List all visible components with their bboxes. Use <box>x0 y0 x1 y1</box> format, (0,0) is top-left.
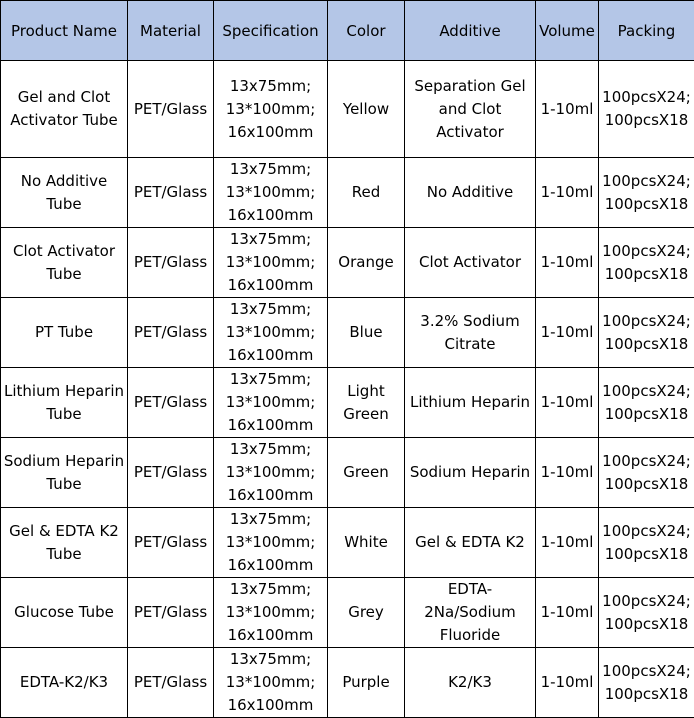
cell-color-text: Yellow <box>328 98 404 121</box>
cell-color <box>328 648 405 718</box>
cell-material <box>128 228 214 298</box>
cell-packing <box>599 298 694 368</box>
cell-product-name <box>1 228 128 298</box>
cell-additive-text: Clot Activator <box>405 251 535 274</box>
cell-color <box>328 298 405 368</box>
cell-specification <box>214 298 328 368</box>
cell-product-name-text: No Additive Tube <box>1 170 127 216</box>
cell-packing-text: 100pcsX24; 100pcsX18 <box>599 240 694 286</box>
table-row <box>1 438 694 508</box>
cell-material-text: PET/Glass <box>128 461 213 484</box>
cell-color <box>328 61 405 158</box>
cell-volume <box>536 508 599 578</box>
cell-product-name <box>1 298 128 368</box>
cell-product-name <box>1 368 128 438</box>
header-product-name: Product Name <box>1 1 128 61</box>
header-specification: Specification <box>214 1 328 61</box>
table-row <box>1 228 694 298</box>
cell-product-name <box>1 508 128 578</box>
table-row <box>1 578 694 648</box>
cell-product-name-text: Gel and Clot Activator Tube <box>1 86 127 132</box>
cell-volume <box>536 438 599 508</box>
cell-material <box>128 508 214 578</box>
cell-material-text: PET/Glass <box>128 671 213 694</box>
cell-specification-text: 13x75mm; 13*100mm; 16x100mm <box>214 578 327 647</box>
cell-packing <box>599 368 694 438</box>
cell-material-text: PET/Glass <box>128 98 213 121</box>
cell-additive-text: Gel & EDTA K2 <box>405 531 535 554</box>
cell-material-text: PET/Glass <box>128 251 213 274</box>
cell-volume-text: 1-10ml <box>536 251 598 274</box>
cell-additive-text: 3.2% Sodium Citrate <box>405 310 535 356</box>
cell-color-text: Orange <box>328 251 404 274</box>
cell-additive-text: Sodium Heparin <box>405 461 535 484</box>
cell-packing-text: 100pcsX24; 100pcsX18 <box>599 86 694 132</box>
cell-volume-text: 1-10ml <box>536 671 598 694</box>
cell-volume-text: 1-10ml <box>536 461 598 484</box>
cell-color <box>328 578 405 648</box>
cell-additive <box>405 508 536 578</box>
cell-specification-text: 13x75mm; 13*100mm; 16x100mm <box>214 368 327 437</box>
cell-packing <box>599 61 694 158</box>
cell-specification <box>214 158 328 228</box>
cell-packing <box>599 438 694 508</box>
cell-specification-text: 13x75mm; 13*100mm; 16x100mm <box>214 438 327 507</box>
header-additive: Additive <box>405 1 536 61</box>
cell-color <box>328 368 405 438</box>
cell-product-name <box>1 61 128 158</box>
cell-product-name-text: EDTA-K2/K3 <box>1 671 127 694</box>
cell-additive <box>405 228 536 298</box>
table-row <box>1 61 694 158</box>
cell-packing-text: 100pcsX24; 100pcsX18 <box>599 660 694 706</box>
cell-color-text: Purple <box>328 671 404 694</box>
cell-product-name-text: Clot Activator Tube <box>1 240 127 286</box>
cell-color-text: Light Green <box>328 380 404 426</box>
cell-material <box>128 61 214 158</box>
cell-material <box>128 438 214 508</box>
cell-material-text: PET/Glass <box>128 181 213 204</box>
cell-volume-text: 1-10ml <box>536 601 598 624</box>
table-row <box>1 508 694 578</box>
table-row <box>1 368 694 438</box>
cell-product-name-text: Glucose Tube <box>1 601 127 624</box>
cell-product-name-text: Gel & EDTA K2 Tube <box>1 520 127 566</box>
header-packing: Packing <box>599 1 694 61</box>
cell-material <box>128 158 214 228</box>
cell-volume-text: 1-10ml <box>536 391 598 414</box>
cell-packing-text: 100pcsX24; 100pcsX18 <box>599 380 694 426</box>
cell-material <box>128 368 214 438</box>
cell-material <box>128 648 214 718</box>
cell-product-name <box>1 158 128 228</box>
cell-packing-text: 100pcsX24; 100pcsX18 <box>599 590 694 636</box>
cell-material-text: PET/Glass <box>128 321 213 344</box>
cell-specification-text: 13x75mm; 13*100mm; 16x100mm <box>214 298 327 367</box>
cell-volume-text: 1-10ml <box>536 181 598 204</box>
table-row <box>1 298 694 368</box>
cell-packing <box>599 158 694 228</box>
cell-volume <box>536 61 599 158</box>
cell-product-name <box>1 578 128 648</box>
cell-specification <box>214 228 328 298</box>
cell-color-text: Grey <box>328 601 404 624</box>
cell-color-text: White <box>328 531 404 554</box>
cell-additive <box>405 438 536 508</box>
cell-volume <box>536 158 599 228</box>
cell-specification <box>214 61 328 158</box>
table-row <box>1 648 694 718</box>
cell-specification-text: 13x75mm; 13*100mm; 16x100mm <box>214 158 327 227</box>
header-material: Material <box>128 1 214 61</box>
cell-packing <box>599 508 694 578</box>
cell-additive <box>405 578 536 648</box>
header-color: Color <box>328 1 405 61</box>
cell-volume <box>536 578 599 648</box>
cell-volume <box>536 298 599 368</box>
cell-volume-text: 1-10ml <box>536 531 598 554</box>
cell-specification <box>214 648 328 718</box>
cell-packing <box>599 228 694 298</box>
cell-packing <box>599 578 694 648</box>
cell-material-text: PET/Glass <box>128 531 213 554</box>
cell-volume <box>536 648 599 718</box>
cell-product-name <box>1 438 128 508</box>
cell-specification-text: 13x75mm; 13*100mm; 16x100mm <box>214 228 327 297</box>
cell-packing <box>599 648 694 718</box>
cell-color-text: Blue <box>328 321 404 344</box>
cell-product-name-text: Sodium Heparin Tube <box>1 450 127 496</box>
cell-material-text: PET/Glass <box>128 391 213 414</box>
cell-additive-text: Lithium Heparin <box>405 391 535 414</box>
cell-volume-text: 1-10ml <box>536 98 598 121</box>
cell-additive <box>405 648 536 718</box>
cell-packing-text: 100pcsX24; 100pcsX18 <box>599 450 694 496</box>
cell-packing-text: 100pcsX24; 100pcsX18 <box>599 520 694 566</box>
cell-color-text: Red <box>328 181 404 204</box>
cell-specification <box>214 368 328 438</box>
cell-packing-text: 100pcsX24; 100pcsX18 <box>599 170 694 216</box>
cell-color <box>328 508 405 578</box>
cell-specification-text: 13x75mm; 13*100mm; 16x100mm <box>214 648 327 717</box>
cell-color-text: Green <box>328 461 404 484</box>
cell-additive-text: K2/K3 <box>405 671 535 694</box>
cell-additive <box>405 298 536 368</box>
cell-additive-text: Separation Gel and Clot Activator <box>405 75 535 144</box>
cell-product-name-text: Lithium Heparin Tube <box>1 380 127 426</box>
cell-color <box>328 438 405 508</box>
cell-packing-text: 100pcsX24; 100pcsX18 <box>599 310 694 356</box>
table-header-row <box>1 1 694 61</box>
cell-specification <box>214 578 328 648</box>
cell-specification <box>214 508 328 578</box>
cell-additive-text: EDTA- 2Na/Sodium Fluoride <box>405 578 535 647</box>
cell-volume <box>536 228 599 298</box>
cell-specification-text: 13x75mm; 13*100mm; 16x100mm <box>214 75 327 144</box>
cell-additive-text: No Additive <box>405 181 535 204</box>
cell-color <box>328 228 405 298</box>
cell-specification <box>214 438 328 508</box>
cell-additive <box>405 368 536 438</box>
cell-additive <box>405 61 536 158</box>
cell-color <box>328 158 405 228</box>
cell-additive <box>405 158 536 228</box>
cell-material-text: PET/Glass <box>128 601 213 624</box>
table-row <box>1 158 694 228</box>
cell-product-name-text: PT Tube <box>1 321 127 344</box>
header-volume: Volume <box>536 1 599 61</box>
cell-material <box>128 578 214 648</box>
cell-volume-text: 1-10ml <box>536 321 598 344</box>
cell-material <box>128 298 214 368</box>
cell-product-name <box>1 648 128 718</box>
cell-volume <box>536 368 599 438</box>
cell-specification-text: 13x75mm; 13*100mm; 16x100mm <box>214 508 327 577</box>
